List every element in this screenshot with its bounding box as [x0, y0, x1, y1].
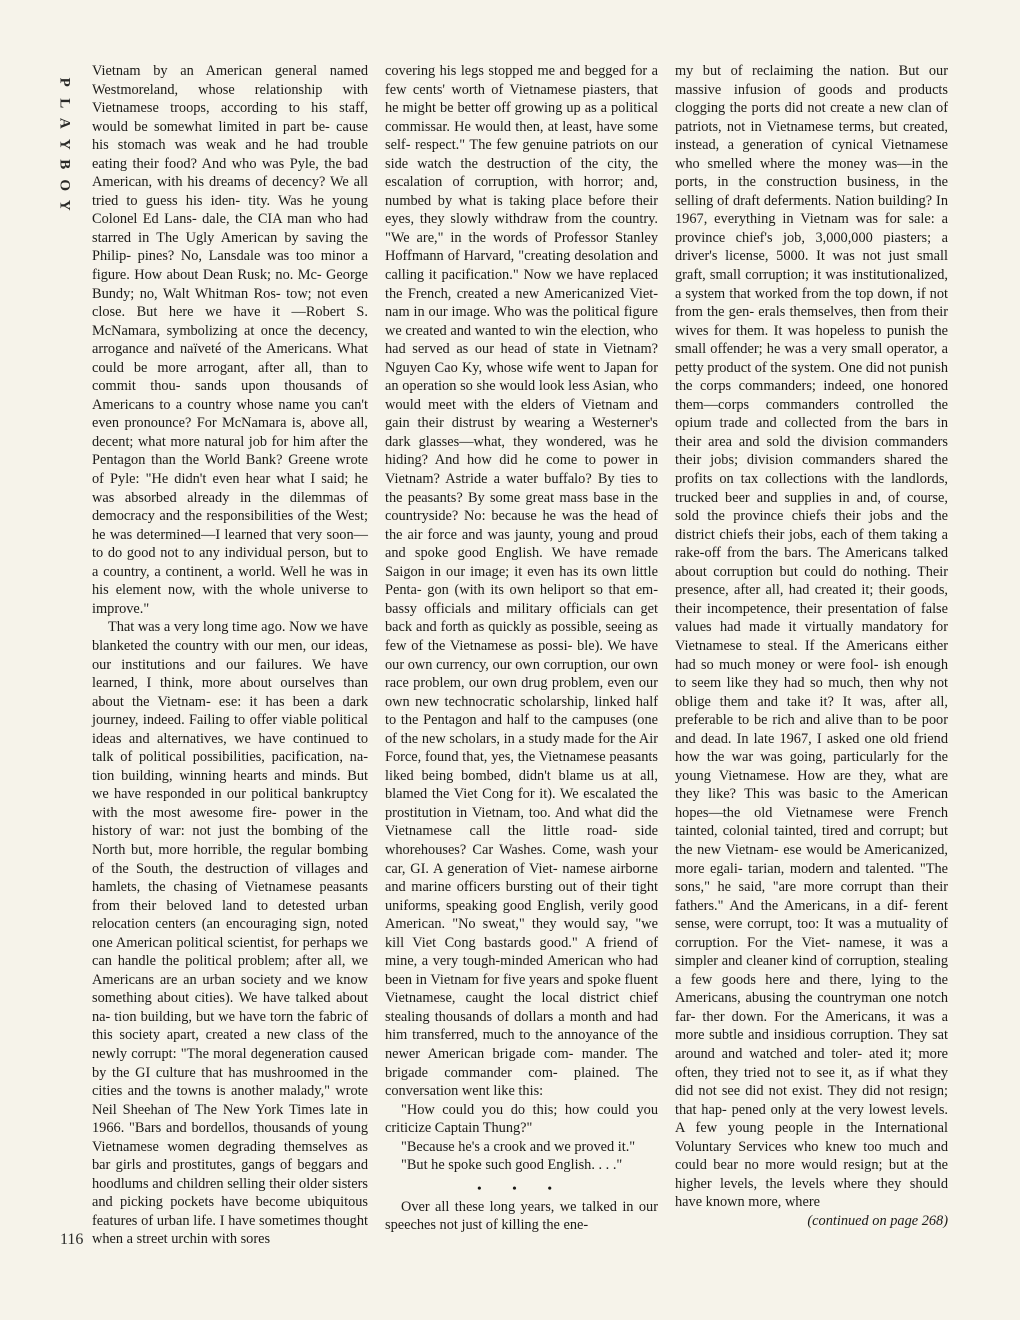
- article-column-3: [675, 62, 948, 1230]
- page-number: 116: [60, 1231, 84, 1248]
- magazine-letter: P: [56, 77, 73, 87]
- paragraph: "But he spoke such good English. . . .": [401, 1157, 623, 1174]
- article-column-1: [92, 62, 368, 1249]
- paragraph: Over all these long years, we talked in our speeches not just of killing the ene-: [385, 1198, 658, 1234]
- magazine-letter: L: [56, 97, 73, 108]
- continuation-note: (continued on page 268): [807, 1212, 948, 1229]
- paragraph: That was a very long time ago. Now we have blanketed the country with our men, our ideas, our institutions and our failures. We have learned, I think, more about ourselves than about the Vietnam- ese: it has been a dark journey, indeed. Failing to offer viable political ideas and alternatives, we have continued to talk of political possibilities, pacification, na- tion building, winning hearts and minds. But we have responded in our political bankruptcy with the most awesome fire- power in the history of war: not just the bombing of the North but, more horrible, the regular bombing of the South, the destruction of villages and hamlets, the chasing of Vietnamese peasants from their beloved land to detested urban relocation centers (an encouraging sign, noted one American political scientist, for perhaps we can handle the political problem; after all, we Americans are an urban society and we know something about cities). We have talked about na- tion building, but we have torn the fabric of this society apart, created a new class of the newly corrupt: "The moral degeneration caused by the GI culture that has mushroomed in the cities and the towns is another malady," wrote Neil Sheehan of The New York Times late in 1966. "Bars and bordellos, thousands of young Vietnamese women degrading themselves as bar girls and prostitutes, gangs of beggars and hoodlums and children selling their older sisters and picking pockets have become ubiquitous features of urban life. I have sometimes thought when a street urchin with sores: [92, 619, 368, 1248]
- paragraph: covering his legs stopped me and begged for a few cents' worth of Vietnamese piasters, that he might be better off growing up as a political commissar. He would then, at least, have some self- respect." The few genuine patriots on our side watch the destruction of the city, the escalation of corruption, with horror; and, numbed by what is taking place before their eyes, they slowly withdraw from the country. "We are," in the words of Professor Stanley Hoffmann of Harvard, "creating desolation and calling it pacification." Now we have replaced the French, created a new Americanized Viet- nam in our image. Who was the political figure we created and wanted to win the election, who had served as our head of state in Vietnam? Nguyen Cao Ky, whose wife went to Japan for an operation so she would look less Asian, who would meet with the elders of Vietnam and gain their distrust by wearing a Westerner's dark glasses—what, they wondered, was he hiding? And how did he come to power in Vietnam? Astride a water buffalo? By ties to the peasants? By some great mass base in the countryside? No: because he was the head of the air force and was jaunty, young and proud and spoke good English. We have remade Saigon in our image; it even has its own little Penta- gon (with its own heliport so that em- bassy officials and military officials can get back and forth as quickly as possible, seeing as few of the Vietnamese as possi- ble). We have our own currency, our own corruption, our own race problem, our own drug problem, even our own new technocratic scholarship, linked half to the Pentagon and half to the campuses (one of the new scholars, in a study made for the Air Force, found that, yes, the Vietnamese peasants liked being bombed, didn't blame us at all, blamed the Viet Cong for it). We escalated the prostitution in Vietnam, too. And what did the Vietnamese call the little road- side whorehouses? Car Washes. Come, wash your car, GI. A generation of Viet- namese airborne and marine officers bursting out of their tight uniforms, speaking good English, verily good American. "No sweat," they would say, "we kill Viet Cong bastards good." A friend of mine, a very tough-minded American who had been in Vietnam for five years and spoke fluent Vietnamese, caught the local district chief stealing thousands of dollars a month and had him transferred, much to the annoyance of the newer American brigade com- mander. The brigade commander com- plained. The conversation went like this:: [385, 63, 658, 1100]
- magazine-letter: Y: [56, 138, 73, 150]
- section-separator: • • •: [477, 1180, 566, 1195]
- paragraph: Vietnam by an American general named Westmoreland, whose relationship with Vietnamese troops, according to his staff, would be somewhat limited in part be- cause his stomach was weak and he had trouble eating their food? And who was Pyle, the bad American, with his dreams of decency? We all tried to guess his iden- tity. Was he young Colonel Ed Lans- dale, the CIA man who had starred in The Ugly American by saving the Philip- pines? No, Lansdale was too minor a figure. How about Dean Rusk; no. Mc- George Bundy; no, Walt Whitman Ros- tow; not even close. But here we have it —Robert S. McNamara, symbolizing at once the decency, arrogance and naïveté of the Americans. What could be more arrogant, after all, than to commit thou- sands upon thousands of Americans to a country whose name you can't even pronounce? For McNamara is, above all, decent; what more natural job for him after the Pentagon than the World Bank? Greene wrote of Pyle: "He didn't even hear what I said; he was absorbed already in the dilemmas of democracy and the responsibilities of the West; he was determined—I learned that very soon—to do good not to any individual person, but to a country, a continent, a world. Well he was in his element now, with the whole universe to improve.": [92, 63, 368, 617]
- paragraph: "Because he's a crook and we proved it.": [401, 1138, 636, 1155]
- magazine-name: [56, 72, 72, 216]
- paragraph: "How could you do this; how could you criticize Captain Thung?": [385, 1101, 658, 1137]
- magazine-letter: O: [56, 178, 73, 191]
- paragraph: my but of reclaiming the nation. But our massive infusion of goods and products clogging the ports did not create a new clan of patriots, not in Vietnamese terms, but created, instead, a generation of cynical Vietnamese who smelled where the money was—in the ports, in the construction business, in the selling of draft deferments. Nation building? In 1967, everything in Vietnam was for sale: a province chief's job, 3,000,000 piasters; a driver's license, 5000. It was not just small graft, small corruption; it was institutionalized, a system that worked from the top down, if not from the gen- erals themselves, then from their wives for them. It was hopeless to punish the small offender; he was a very small operator, a petty product of the system. One did not punish the corps commanders; indeed, one honored them—corps commanders controlled the opium trade and collected from the bars in their area and sold the division commanders their jobs; division commanders shared the profits on tax collections with the landlords, trucked beer and supplies in and, of course, sold the province chiefs their jobs and the district chiefs their jobs, each of them taking a rake-off from the bars. The Americans talked about corruption but could do nothing. Their presence, after all, had created it; their goods, their incompetence, their presentation of false values had made it virtually mandatory for Vietnamese to steal. If the Americans either had so much money or were fool- ish enough to seem like they had so much, then why not oblige them and take it? It was, after all, preferable to be rich and alive than to be poor and dead. In late 1967, I asked one old friend how the war was going, particularly for the young Vietnamese. How are they, what are they like? This was basic to the American hopes—the old Vietnamese were French tainted, colonial tainted, tired and corrupt; but the new Vietnam- ese would be Americanized, more egali- tarian, modern and talented. "The sons," he said, "are more corrupt than their fathers." And the Americans, in a dif- ferent sense, were corrupt, too: It was a mutuality of corruption. For the Viet- namese, it was a simpler and cleaner kind of corruption, stealing a few goods here and there, lying to the Americans, abusing the countryman one notch far- ther down. For the Americans, it was a more subtle and insidious corruption. They sat around and watched and toler- ated it; more often, they tried not to see it, as if what they did not see did not exist. They did not resign; that hap- pened only at the very lowest levels. A few young people in the International Voluntary Services who knew too much and could bear no more would resign; but at the higher levels, the levels where they should have known more, where: [675, 63, 948, 1211]
- magazine-letter: Y: [56, 199, 73, 211]
- article-column-2: [385, 62, 658, 1235]
- magazine-letter: B: [56, 159, 73, 170]
- magazine-letter: A: [56, 117, 73, 129]
